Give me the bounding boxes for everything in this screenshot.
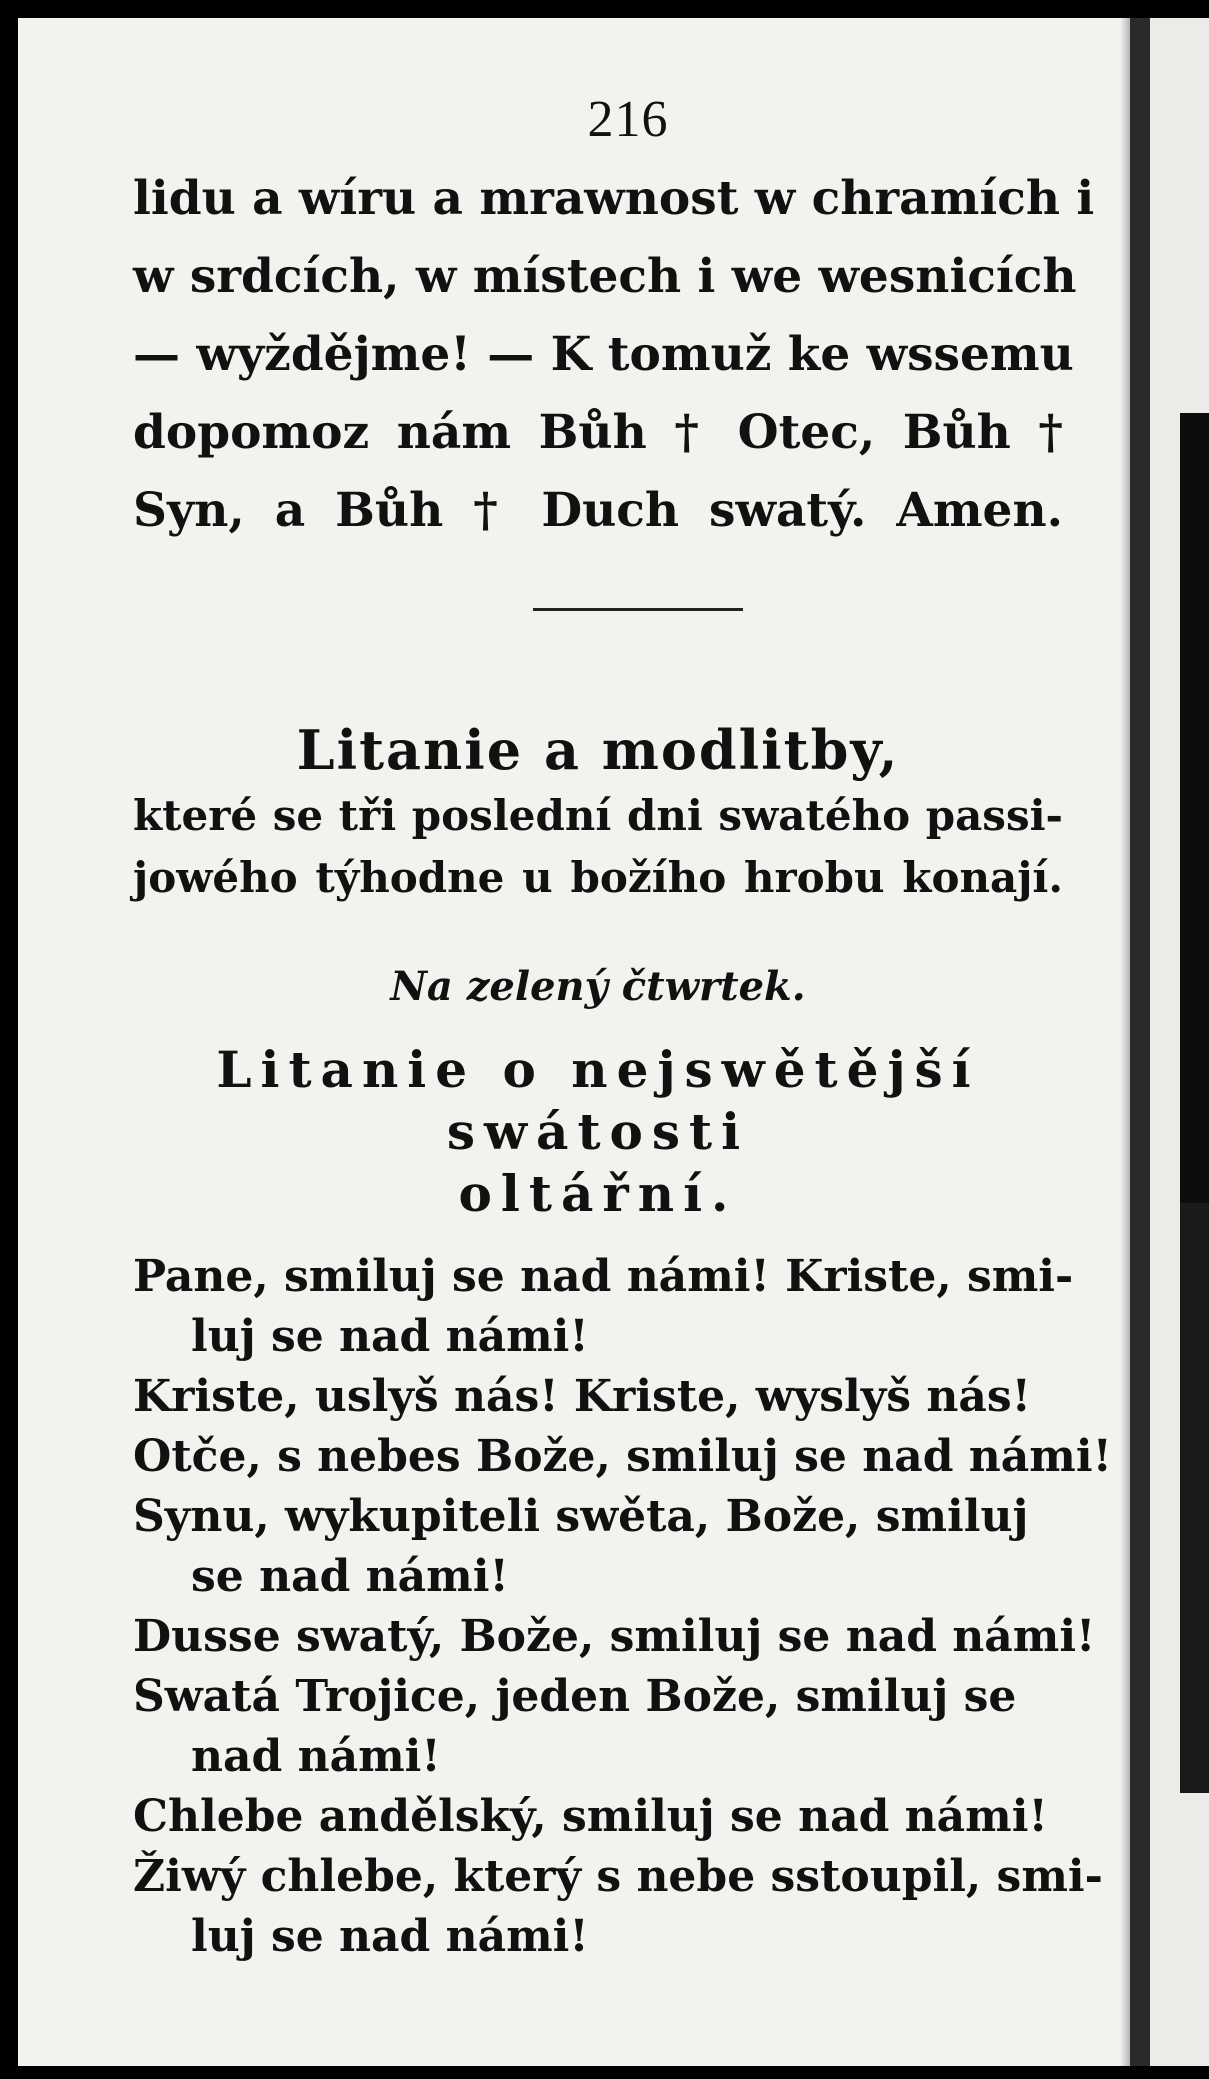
paragraph-line: dopomoz nám Bůh † Otec, Bůh † bbox=[133, 405, 1063, 460]
verse-continuation: luj se nad námi! bbox=[191, 1911, 589, 1962]
litany-verse bbox=[133, 1427, 1112, 1487]
litany-title-line: Litanie o nejswětější swátosti bbox=[216, 1040, 980, 1161]
section-divider bbox=[533, 608, 743, 611]
book-gutter bbox=[1130, 18, 1150, 2066]
litany-verse bbox=[133, 1667, 1063, 1787]
litany-verse bbox=[133, 1247, 1074, 1367]
verse-line: Kriste, uslyš nás! Kriste, wyslyš nás! bbox=[133, 1371, 1031, 1422]
litany-verse bbox=[133, 1487, 1063, 1607]
verse-continuation: nad námi! bbox=[191, 1731, 441, 1782]
verse-line: Dusse swatý, Bože, smiluj se nad námi! bbox=[133, 1611, 1096, 1662]
adjacent-page-shadow bbox=[1180, 1203, 1209, 1793]
paragraph-line: Syn, a Bůh † Duch swatý. Amen. bbox=[133, 483, 1063, 538]
verse-continuation: se nad námi! bbox=[191, 1551, 509, 1602]
paragraph-line: w srdcích, w místech i we wesnicích bbox=[133, 249, 1077, 304]
litany-title bbox=[133, 1039, 1063, 1225]
verse-line: Žiwý chlebe, který s nebe sstoupil, smi- bbox=[133, 1851, 1103, 1902]
book-page bbox=[18, 18, 1130, 2066]
verse-line: Otče, s nebes Bože, smiluj se nad námi! bbox=[133, 1431, 1112, 1482]
adjacent-page-shadow bbox=[1180, 413, 1209, 1203]
page-number: 216 bbox=[587, 91, 669, 148]
verse-line: Pane, smiluj se nad námi! Kriste, smi- bbox=[133, 1251, 1074, 1302]
litany-verses bbox=[133, 1247, 1112, 1967]
section-subtitle-line: které se tři poslední dni swatého passi- bbox=[133, 791, 1063, 840]
verse-line: Swatá Trojice, jeden Bože, smiluj se bbox=[133, 1671, 1017, 1722]
litany-verse bbox=[133, 1847, 1103, 1967]
litany-verse bbox=[133, 1787, 1063, 1847]
litany-title-line: oltářní. bbox=[458, 1164, 738, 1223]
paragraph-line: lidu a wíru a mrawnost w chramích i bbox=[133, 171, 1095, 226]
closing-paragraph bbox=[133, 160, 1095, 550]
verse-line: Synu, wykupiteli swěta, Bože, smiluj bbox=[133, 1491, 1029, 1542]
section-title: Litanie a modlitby, bbox=[296, 718, 900, 782]
page-edge-shadow bbox=[1120, 18, 1130, 2066]
litany-verse bbox=[133, 1367, 1063, 1427]
verse-continuation: luj se nad námi! bbox=[191, 1311, 589, 1362]
adjacent-page-edge bbox=[1150, 18, 1209, 2066]
section-subtitle-line: jowého týhodne u božího hrobu konají. bbox=[133, 853, 1063, 902]
day-heading: Na zelený čtwrtek. bbox=[390, 963, 806, 1010]
verse-line: Chlebe andělský, smiluj se nad námi! bbox=[133, 1791, 1048, 1842]
page-text bbox=[133, 80, 1112, 1967]
litany-verse bbox=[133, 1607, 1096, 1667]
paragraph-line: — wyždějme! — K tomuž ke wssemu bbox=[133, 327, 1074, 382]
